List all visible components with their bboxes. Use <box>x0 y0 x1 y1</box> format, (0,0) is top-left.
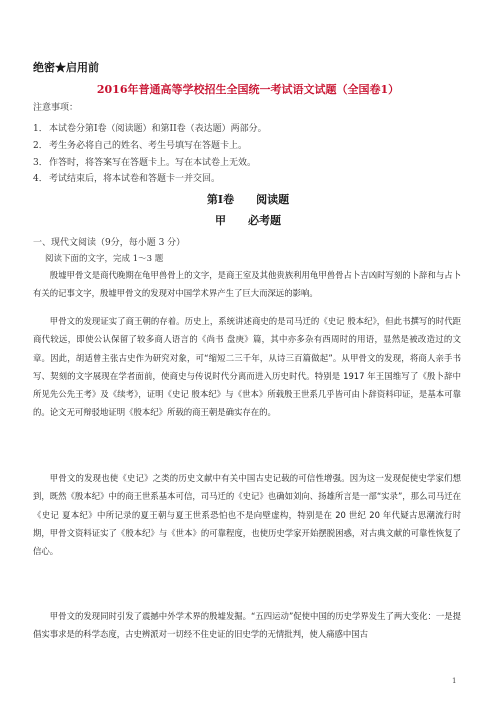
page-number: 1 <box>452 677 457 685</box>
body-paragraph: 殷墟甲骨文是商代晚期在龟甲兽骨上的文字，是商王室及其他贵族利用龟甲兽骨占卜吉凶时写刻的卜辞和与占卜有关的记事文字，殷墟甲骨文的发现对中国学术界产生了巨大而深远的影响。 <box>33 270 461 299</box>
body-paragraph: 甲骨文的发现同时引发了震撼中外学术界的殷墟发掘。“五四运动”促使中国的历史学界发生了两大变化：一是提倡实事求是的科学态度，古史辨派对一切经不住史证的旧史学的无情批判，使人痛感中国古 <box>33 611 461 640</box>
body-paragraph: 甲骨文的发现也使《史记》之类的历史文献中有关中国古史记载的可信性增强。因为这一发现促使史学家们想到，既然《殷本纪》中的商王世系基本可信，司马迁的《史记》也确如刘向、扬雄所言是一部“实录”，那么司马迁在《史记 夏本纪》中所记录的夏王朝与夏王世系恐怕也不是向壁虚构，特别是在 20 世纪 20 年代疑古思潮流行时期，甲骨文资料证实了《殷本纪》与《世本》的可靠程度，也使历史学家开始摆脱困惑，对古典文献的可靠性恢复了信心。 <box>33 473 461 557</box>
part-name: 阅读题 <box>256 193 290 206</box>
subpart-name: 必考题 <box>248 214 281 227</box>
exam-title: 2016年普通高等学校招生全国统一考试语文试题（全国卷1） <box>96 83 400 96</box>
note-item <box>33 157 256 169</box>
part-heading <box>0 193 496 207</box>
note-item <box>33 140 247 152</box>
section-instruction: 阅读下面的文字，完成 1～3 题 <box>45 254 164 264</box>
part-title: 第Ⅰ卷 <box>206 193 235 206</box>
subpart-title: 甲 <box>215 214 226 227</box>
note-number: 1． <box>33 124 48 134</box>
note-text: 考生务必将自己的姓名、考生号填写在答题卡上。 <box>49 141 248 151</box>
note-item <box>33 123 267 135</box>
note-text: 作答时，将答案写在答题卡上。写在本试卷上无效。 <box>49 158 257 168</box>
section-title: 一、现代文阅读（9分，每小题 3 分） <box>33 238 186 248</box>
note-number: 3． <box>33 158 48 168</box>
subpart-heading <box>0 214 496 228</box>
note-number: 2． <box>33 141 48 151</box>
body-paragraph: 甲骨文的发现证实了商王朝的存着。历史上，系统讲述商史的是司马迁的《史记 殷本纪》，但此书撰写的时代距商代较远，即使公认保留了较多商人语言的《尚书 盘庚》篇，其中亦多杂有西周时的用语，显然是被改造过的文章。因此，胡适曾主张古史作为研究对象，可“缩短二三千年，从诗三百篇做起”。从甲骨文的发现，将商人亲手书写、契刻的文字展现在学者面前，使商史与传说时代分离而进入历史时代。特别是 1917 年王国维写了《殷卜辞中所见先公先王考》及《续考》，证明《史记 殷本纪》与《世本》所载殷王世系几乎皆可由卜辞资料印证，是基本可靠的。论文无可辩驳地证明《殷本纪》所载的商王朝是确实存在的。 <box>33 316 461 418</box>
notes-heading: 注意事项： <box>33 103 79 113</box>
note-item <box>33 173 220 185</box>
note-text: 考试结束后，将本试卷和答题卡一并交回。 <box>49 174 221 184</box>
note-text: 本试卷分第I卷（阅读题）和第II卷（表达题）两部分。 <box>49 124 267 134</box>
note-number: 4． <box>33 174 48 184</box>
secret-label: 绝密★启用前 <box>33 61 99 74</box>
